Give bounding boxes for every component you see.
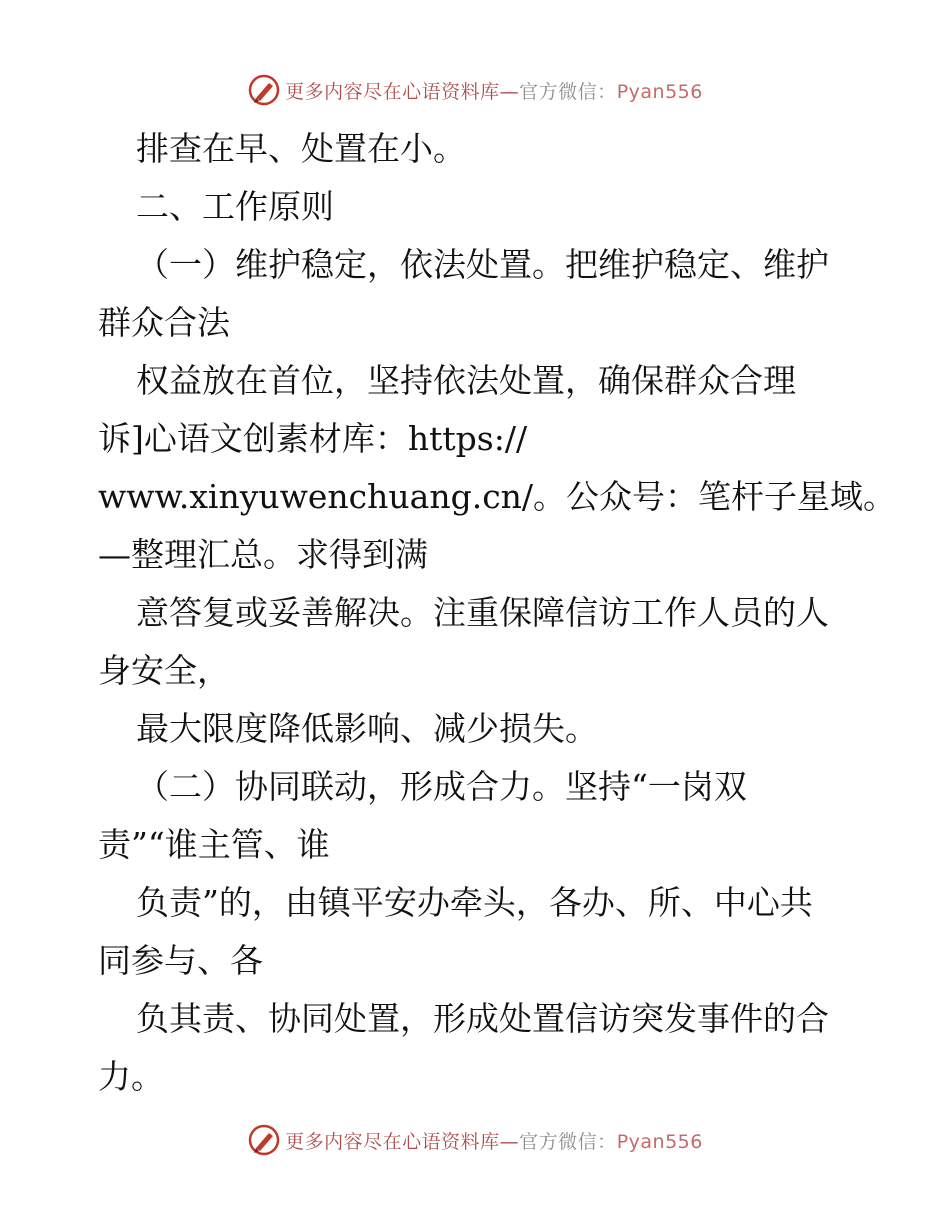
banner-text-group [285,1127,703,1154]
section-heading: 二、工作原则 [136,187,334,226]
banner-wechat-id: Pyan556 [616,80,703,103]
body-line: （二）协同联动，形成合力。坚持“一岗双 [136,767,747,806]
body-line: 力。 [98,1057,164,1096]
banner-dash: — [499,1130,520,1153]
body-line: 诉]心语文创素材库：https:// [98,419,528,458]
body-line: 群众合法 [98,303,230,342]
body-line: 同参与、各 [98,941,263,980]
body-line: 排查在早、处置在小。 [136,129,466,168]
body-line: 最大限度降低影响、减少损失。 [136,709,598,748]
body-line: www.xinyuwenchuang.cn/。公众号：笔杆子星域。 [98,477,897,516]
body-line: 意答复或妥善解决。注重保障信访工作人员的人 [136,593,829,632]
body-line: 负责”的，由镇平安办牵头，各办、所、中心共 [136,883,813,922]
banner-title: 更多内容尽在心语资料库 [285,1130,500,1153]
banner-title: 更多内容尽在心语资料库 [285,80,500,103]
body-line: 负其责、协同处置，形成处置信访突发事件的合 [136,999,829,1038]
body-line: 权益放在首位，坚持依法处置，确保群众合理 [136,361,796,400]
header-banner [0,72,950,108]
document-body [98,120,897,1106]
banner-wechat-id: Pyan556 [616,1130,703,1153]
body-line: 责”“谁主管、谁 [98,825,330,864]
banner-dash: — [499,80,520,103]
body-line: 身安全， [98,651,230,690]
footer-banner [0,1122,950,1158]
pen-logo-icon [247,1123,281,1157]
banner-wechat-label: 官方微信： [519,80,617,103]
body-line: （一）维护稳定，依法处置。把维护稳定、维护 [136,245,829,284]
banner-text-group [285,77,703,104]
body-line: —整理汇总。求得到满 [98,535,428,574]
banner-wechat-label: 官方微信： [519,1130,617,1153]
pen-logo-icon [247,73,281,107]
